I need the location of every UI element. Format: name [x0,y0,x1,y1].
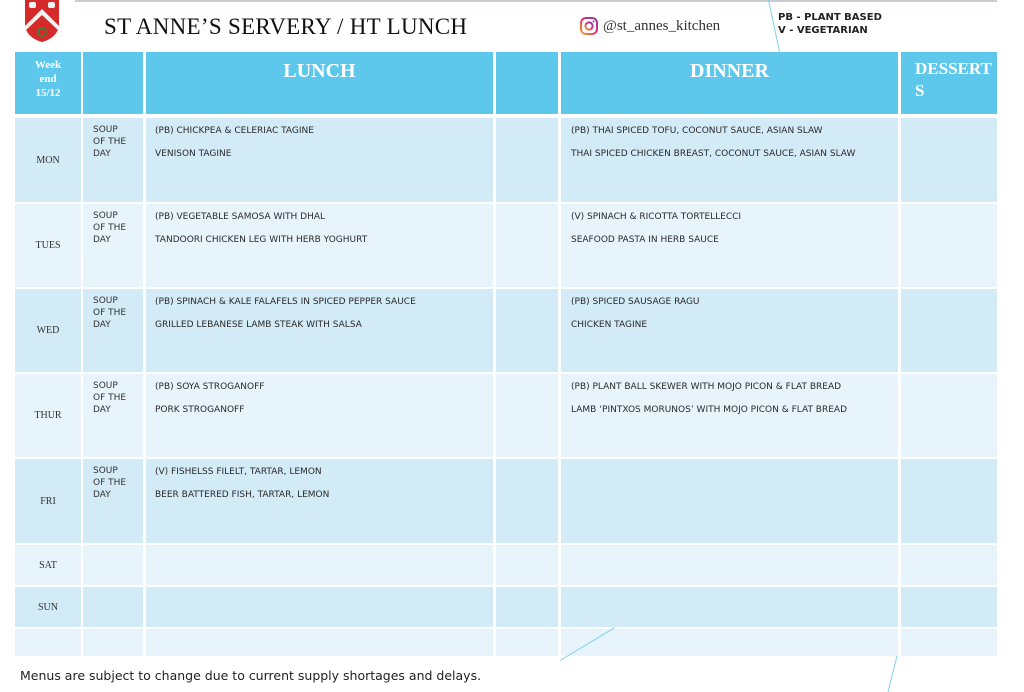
lunch-dish: (V) FISHELSS FILELT, TARTAR, LEMON [155,467,322,477]
table-row [15,459,997,543]
lunch-extra-cell [496,374,558,457]
lunch-dish: (PB) SOYA STROGANOFF [155,382,265,392]
lunch-dish: TANDOORI CHICKEN LEG WITH HERB YOGHURT [155,235,368,245]
dinner-dish: (PB) THAI SPICED TOFU, COCONUT SAUCE, ASIAN SLAW [571,126,823,136]
lunch-extra-header [496,52,558,114]
soup-cell [83,629,143,656]
soup-cell [83,545,143,585]
dinner-dish: (PB) PLANT BALL SKEWER WITH MOJO PICON & FLAT BREAD [571,382,842,392]
lunch-extra-cell [496,459,558,543]
dinner-cell [561,118,898,202]
table-row [15,629,997,656]
dessert-cell [901,289,997,372]
day-cell: WED [15,289,81,372]
lunch-dish: VENISON TAGINE [155,149,232,159]
instagram-handle: @st_annes_kitchen [603,17,721,34]
dinner-header: DINNER [561,52,898,114]
decorative-line [888,656,898,692]
lunch-cell [146,629,493,656]
lunch-extra-cell [496,289,558,372]
college-crest-icon [24,0,60,42]
dessert-cell [901,545,997,585]
day-cell: SAT [15,545,81,585]
dinner-cell [561,629,898,656]
day-cell [15,629,81,656]
lunch-extra-cell [496,587,558,627]
dinner-dish: CHICKEN TAGINE [571,320,648,330]
table-row [15,587,997,627]
soup-cell: SOUP OF THE DAY [83,374,143,457]
footer-note: Menus are subject to change due to current supply shortages and delays. [20,668,482,683]
dessert-cell [901,629,997,656]
soup-cell: SOUP OF THE DAY [83,289,143,372]
soup-cell: SOUP OF THE DAY [83,118,143,202]
diet-legend [778,11,882,37]
table-row [15,204,997,287]
table-row [15,374,997,457]
day-cell: THUR [15,374,81,457]
soup-cell [83,587,143,627]
dessert-cell [901,374,997,457]
soup-header [83,52,143,114]
lunch-dish: BEER BATTERED FISH, TARTAR, LEMON [155,490,330,500]
lunch-cell [146,118,493,202]
lunch-extra-cell [496,629,558,656]
lunch-extra-cell [496,204,558,287]
lunch-cell [146,289,493,372]
table-row [15,289,997,372]
dinner-cell [561,204,898,287]
dinner-cell [561,587,898,627]
legend-plant-based: PB - PLANT BASED [778,12,882,23]
lunch-header: LUNCH [146,52,493,114]
lunch-extra-cell [496,118,558,202]
desserts-header: DESSERTS [901,52,997,114]
dessert-cell [901,459,997,543]
day-cell: FRI [15,459,81,543]
dinner-dish: LAMB ‘PINTXOS MORUNOS’ WITH MOJO PICON & FLAT BREAD [571,405,848,415]
lunch-cell [146,545,493,585]
soup-cell: SOUP OF THE DAY [83,459,143,543]
lunch-dish: GRILLED LEBANESE LAMB STEAK WITH SALSA [155,320,362,330]
dinner-dish: (V) SPINACH & RICOTTA TORTELLECCI [571,212,742,222]
day-cell: MON [15,118,81,202]
dinner-cell [561,289,898,372]
table-row [15,118,997,202]
lunch-dish: (PB) CHICKPEA & CELERIAC TAGINE [155,126,314,136]
instagram-icon [580,17,598,35]
day-cell: TUES [15,204,81,287]
dinner-cell [561,459,898,543]
lunch-cell [146,204,493,287]
lunch-dish: (PB) VEGETABLE SAMOSA WITH DHAL [155,212,326,222]
dinner-dish: (PB) SPICED SAUSAGE RAGU [571,297,700,307]
instagram-link[interactable] [580,17,720,35]
lunch-dish: PORK STROGANOFF [155,405,245,415]
dinner-dish: THAI SPICED CHICKEN BREAST, COCONUT SAUCE, ASIAN SLAW [571,149,856,159]
lunch-cell [146,374,493,457]
table-row [15,545,997,585]
lunch-cell [146,587,493,627]
page-title: ST ANNE’S SERVERY / HT LUNCH [104,14,468,39]
week-header: Week end 15/12 [15,52,81,114]
lunch-dish: (PB) SPINACH & KALE FALAFELS IN SPICED PEPPER SAUCE [155,297,416,307]
dinner-cell [561,374,898,457]
dinner-dish: SEAFOOD PASTA IN HERB SAUCE [571,235,719,245]
legend-vegetarian: V - VEGETARIAN [778,25,868,36]
day-cell: SUN [15,587,81,627]
dessert-cell [901,204,997,287]
dessert-cell [901,587,997,627]
lunch-cell [146,459,493,543]
soup-cell: SOUP OF THE DAY [83,204,143,287]
dinner-cell [561,545,898,585]
dessert-cell [901,118,997,202]
top-rule [75,0,997,2]
lunch-extra-cell [496,545,558,585]
